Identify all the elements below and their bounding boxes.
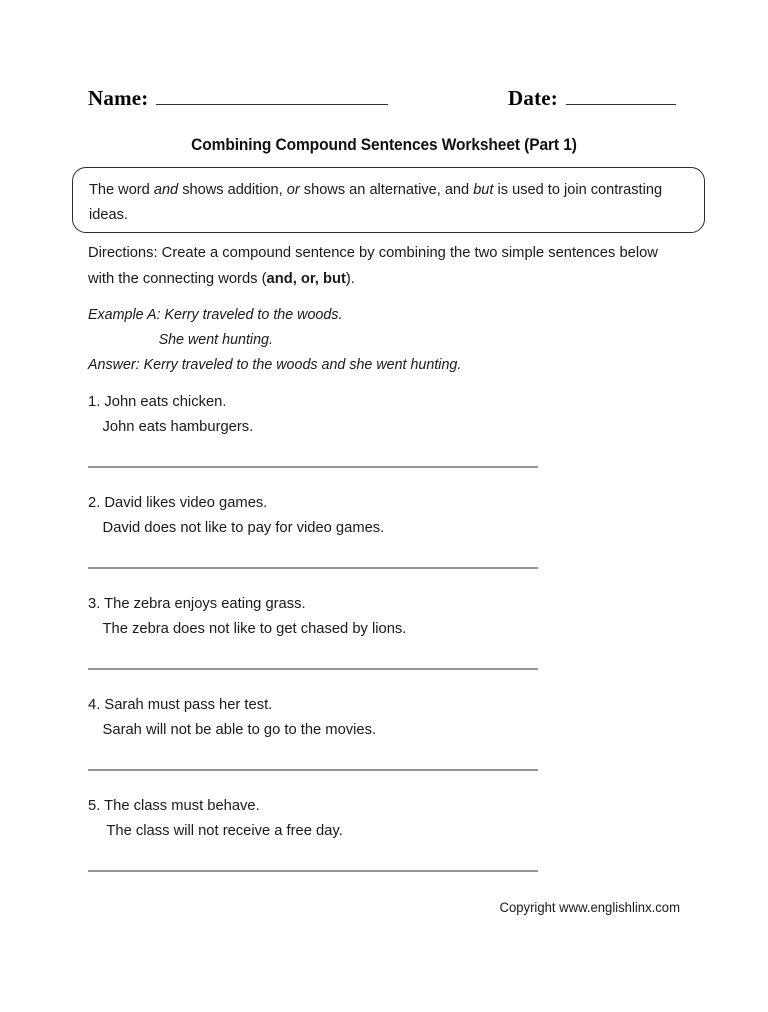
info-text-4: is used to join contrasting ideas.	[89, 181, 663, 223]
directions-part-2: ).	[345, 270, 355, 287]
directions-part-1: Directions: Create a compound sentence by combining the two simple sentences below with the connecting words (	[88, 244, 658, 287]
info-em-but: but	[473, 181, 494, 198]
question-number: 2.	[88, 494, 101, 511]
question-first-line	[88, 692, 670, 717]
question-sentence-a: John eats chicken.	[104, 393, 227, 410]
answer-line[interactable]: ——————————————————————————————	[88, 662, 538, 676]
date-input[interactable]	[566, 89, 676, 105]
name-field-group	[88, 86, 388, 111]
question-sentence-a: The class must behave.	[104, 797, 260, 814]
question-first-line	[88, 490, 670, 515]
question-sentence-a: Sarah must pass her test.	[104, 696, 273, 713]
directions-text	[88, 240, 660, 292]
info-box-text	[89, 177, 665, 227]
question-sentence-a: The zebra enjoys eating grass.	[104, 595, 306, 612]
question-number: 3.	[88, 595, 101, 612]
info-text-2: shows addition,	[178, 181, 287, 198]
info-text-1: The word	[89, 181, 154, 198]
question-sentence-b: The class will not receive a free day.	[106, 822, 343, 839]
page-title: Combining Compound Sentences Worksheet (Part 1)	[191, 136, 577, 154]
question-sentence-b: Sarah will not be able to go to the movies.	[102, 721, 377, 738]
question-item	[88, 692, 688, 793]
name-input[interactable]	[156, 89, 388, 105]
question-sentence-b: John eats hamburgers.	[102, 418, 254, 435]
question-item	[88, 793, 688, 894]
date-label: Date:	[508, 86, 558, 110]
question-number: 5.	[88, 797, 101, 814]
question-number: 4.	[88, 696, 101, 713]
example-block	[88, 302, 660, 377]
questions-list	[88, 389, 688, 894]
question-first-line	[88, 591, 670, 616]
date-field-group	[508, 86, 676, 111]
directions-connecting-words: and, or, but	[266, 270, 346, 287]
question-item	[88, 389, 688, 490]
example-line-1: Example A: Kerry traveled to the woods.	[88, 306, 343, 323]
info-box	[72, 167, 705, 233]
name-date-row	[88, 86, 678, 112]
question-first-line	[88, 389, 670, 414]
question-item	[88, 591, 688, 692]
info-text-3: shows an alternative, and	[299, 181, 474, 198]
answer-line[interactable]: ——————————————————————————————	[88, 561, 538, 575]
answer-line[interactable]: ——————————————————————————————	[88, 460, 538, 474]
question-first-line	[88, 793, 670, 818]
copyright-notice: Copyright www.englishlinx.com	[499, 900, 680, 915]
question-number: 1.	[88, 393, 101, 410]
question-item	[88, 490, 688, 591]
question-sentence-b: David does not like to pay for video games.	[102, 519, 385, 536]
info-em-and: and	[153, 181, 179, 198]
question-sentence-a: David likes video games.	[104, 494, 268, 511]
answer-line[interactable]: ——————————————————————————————	[88, 864, 538, 878]
info-em-or: or	[286, 181, 300, 198]
answer-line[interactable]: ——————————————————————————————	[88, 763, 538, 777]
example-line-2: She went hunting.	[158, 331, 273, 348]
example-answer-line: Answer: Kerry traveled to the woods and she went hunting.	[88, 356, 462, 373]
name-label: Name:	[88, 86, 149, 110]
question-sentence-b: The zebra does not like to get chased by lions.	[102, 620, 407, 637]
